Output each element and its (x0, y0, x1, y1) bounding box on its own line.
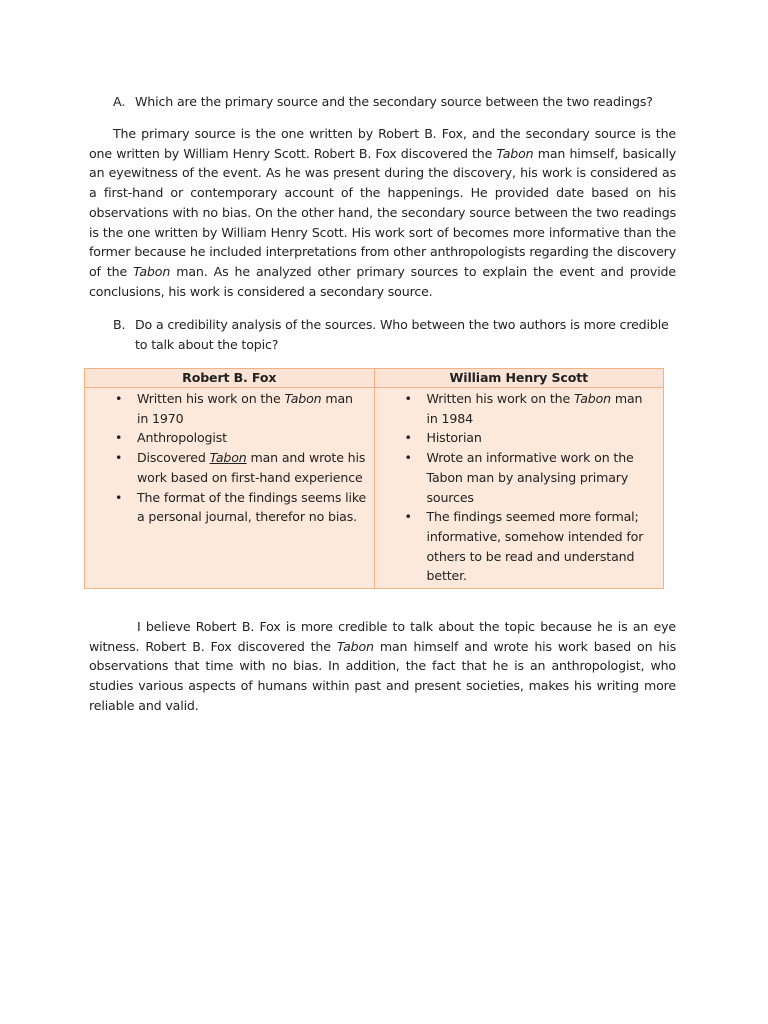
question-b-text-1: Do a credibility analysis of the sources. Who between the two authors is more credible (135, 317, 669, 332)
tabon-term: Tabon (496, 145, 534, 161)
header-robert-fox: Robert B. Fox (85, 369, 375, 388)
list-item (137, 389, 374, 428)
list-item-text: man in 1984 (426, 391, 643, 426)
tabon-term: Tabon (133, 263, 171, 279)
answer-a-text-3: man. As he analyzed other primary sources to explain the event and provide conclusions, his work is considered a secondary source. (89, 263, 677, 299)
comparison-table (84, 368, 664, 589)
list-item (427, 389, 664, 428)
list-item: • Historian (427, 428, 664, 448)
header-william-scott: William Henry Scott (374, 369, 664, 388)
scott-list (375, 389, 664, 586)
question-a-text: Which are the primary source and the secondary source between the two readings? (135, 94, 653, 109)
answer-b-paragraph (89, 617, 676, 716)
scott-cell (374, 388, 664, 589)
answer-b-text-2: man himself and wrote his work based on his observations that time with no bias. In addition, the fact that he is an anthropologist, who studies various aspects of humans within past and present societies, makes his writing more reliable and valid. (89, 638, 676, 713)
list-item-text: Written his work on the (137, 391, 285, 406)
list-item: • Wrote an informative work on the Tabon man by analysing primary sources (427, 448, 664, 507)
list-item-text: Written his work on the (426, 391, 574, 406)
list-item: • The format of the findings seems like a personal journal, therefor no bias. (137, 488, 374, 527)
tabon-term: Tabon (573, 391, 611, 406)
tabon-term: Tabon (336, 638, 374, 654)
answer-b-text-1: I believe Robert B. Fox is more credible to talk about the topic because he is an eye witness. Robert B. Fox discovered the (89, 619, 676, 654)
list-item-text: Discovered (137, 450, 210, 466)
list-item-text: man and wrote his work based on first-hand experience (137, 450, 366, 485)
answer-a-text-2: man himself, basically an eyewitness of the event. As he was present during the discovery, his work is considered as a first-hand or contemporary account of the happenings. He provided date based on his observations with no bias. On the other hand, the secondary source between the two readings is the one written by William Henry Scott. His work sort of becomes more informative than the former because he included interpretations from other anthropologists regarding the discovery of the (89, 145, 676, 279)
list-item-text: man in 1970 (137, 391, 353, 426)
question-a (113, 92, 653, 112)
question-b (113, 315, 673, 355)
list-item: • The findings seemed more formal; informative, somehow intended for others to be read and understand better. (427, 507, 664, 586)
question-b-letter: B. (113, 317, 126, 332)
tabon-term: Tabon (209, 450, 247, 466)
table-header-row (85, 369, 664, 388)
list-item: • Anthropologist (137, 428, 374, 448)
fox-cell (85, 388, 375, 589)
question-a-letter: A. (113, 94, 126, 109)
answer-a-paragraph (89, 124, 676, 301)
tabon-term: Tabon (284, 391, 322, 406)
list-item (137, 448, 374, 487)
answer-a-text-1: The primary source is the one written by Robert B. Fox, and the secondary source is the one written by William Henry Scott. Robert B. Fox discovered the (89, 126, 676, 161)
table-row (85, 388, 664, 589)
fox-list (85, 389, 374, 527)
question-b-text-2: to talk about the topic? (135, 337, 279, 352)
